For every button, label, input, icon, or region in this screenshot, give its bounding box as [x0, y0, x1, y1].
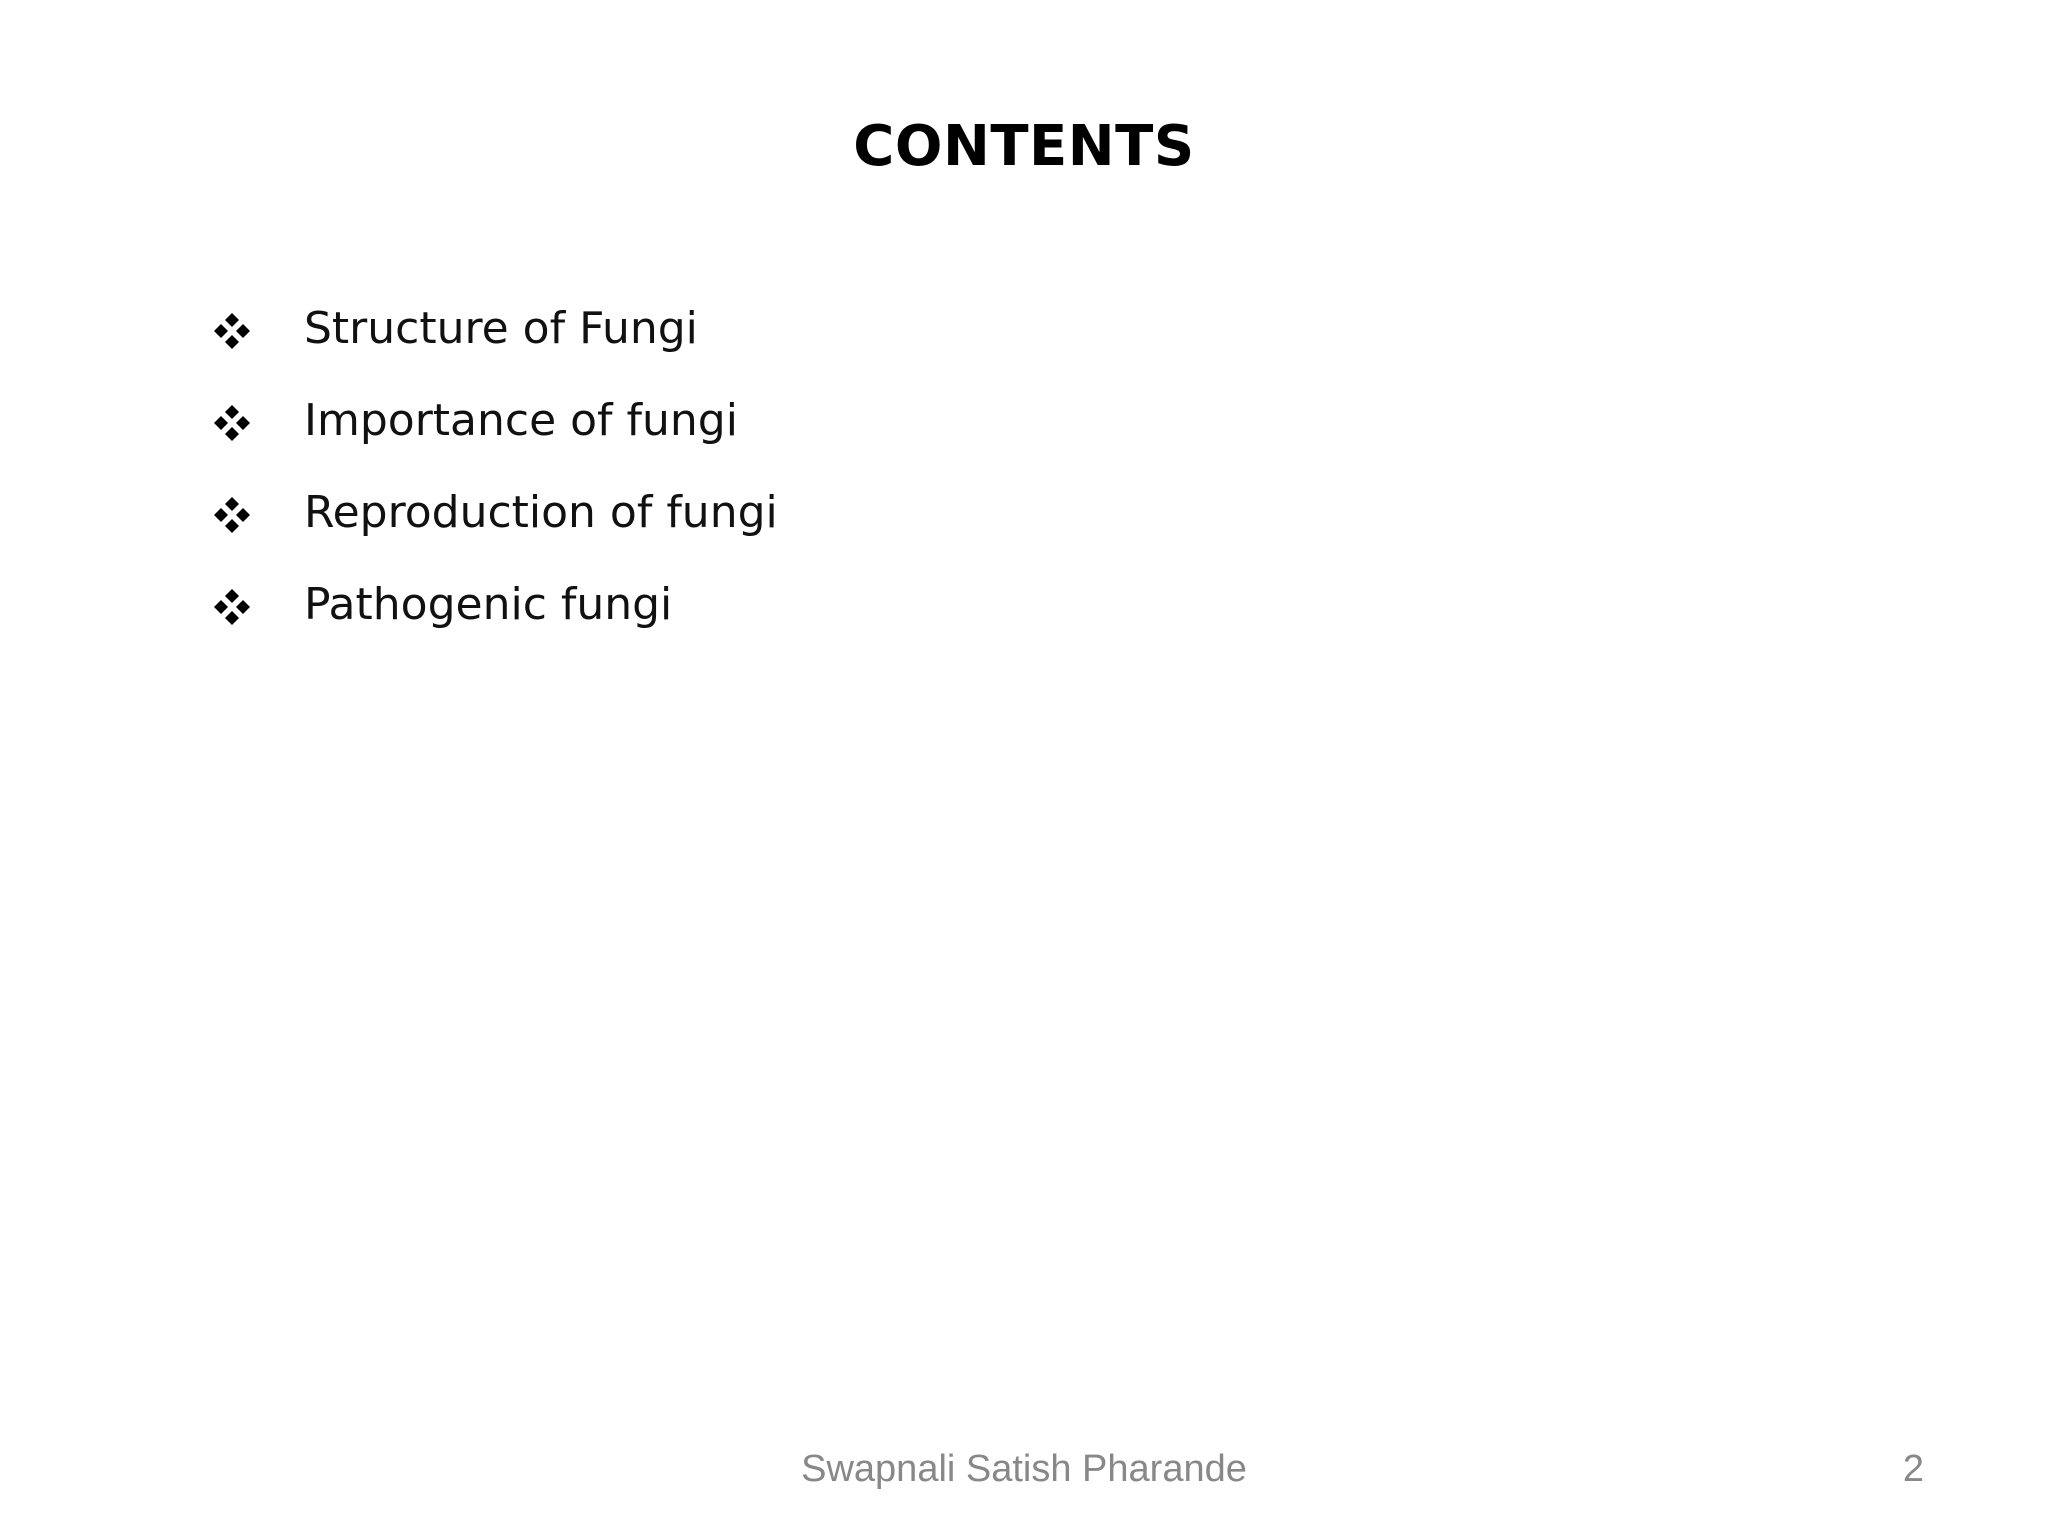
footer-author: Swapnali Satish Pharande [801, 1448, 1247, 1490]
list-item [212, 375, 778, 467]
slide-title: CONTENTS [853, 114, 1195, 179]
contents-list [212, 283, 778, 651]
diamond-quad-bullet-icon [212, 311, 252, 351]
list-item-label: Importance of fungi [304, 395, 738, 446]
list-item [212, 467, 778, 559]
diamond-quad-bullet-icon [212, 587, 252, 627]
page-number: 2 [1902, 1448, 1924, 1490]
list-item-label: Reproduction of fungi [304, 487, 778, 538]
list-item-label: Pathogenic fungi [304, 579, 673, 630]
list-item [212, 559, 778, 651]
list-item-label: Structure of Fungi [304, 303, 698, 354]
diamond-quad-bullet-icon [212, 403, 252, 443]
diamond-quad-bullet-icon [212, 495, 252, 535]
list-item [212, 283, 778, 375]
